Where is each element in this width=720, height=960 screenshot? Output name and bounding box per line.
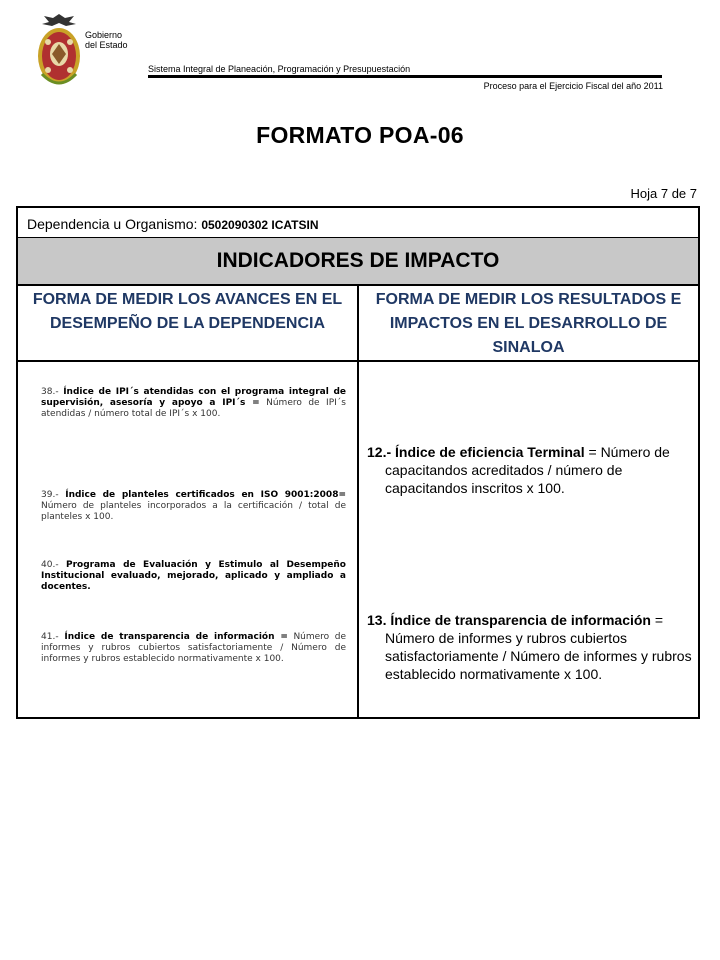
left-item-38: 38.- Índice de IPI´s atendidas con el programa integral de supervisión, asesoría y apoyo a IPI´s = Número de IPI´s atendidas / número total de IPI´s x 100. <box>41 387 346 419</box>
header-divider <box>18 360 698 362</box>
page-number: Hoja 7 de 7 <box>630 186 697 201</box>
left-item-40: 40.- Programa de Evaluación y Estimulo al Desempeño Institucional evaluado, mejorado, aplicado y ampliado a docentes. <box>41 560 346 592</box>
section-title: INDICADORES DE IMPACTO <box>18 238 698 286</box>
dependency-code: 0502090302 ICATSIN <box>201 218 319 232</box>
left-item-41: 41.- Índice de transparencia de información = Número de informes y rubros cubiertos satisfactoriamente / Número de informes y rubros establecido normativamente x 100. <box>41 632 346 664</box>
government-label <box>85 30 128 50</box>
fiscal-process: Proceso para el Ejercicio Fiscal del año 2011 <box>483 81 663 91</box>
dependency-label: Dependencia u Organismo: <box>27 216 198 232</box>
state-seal-logo <box>36 12 82 92</box>
indicators-table <box>16 206 700 719</box>
page-title: FORMATO POA-06 <box>256 122 464 148</box>
dependency-row <box>18 208 698 238</box>
estado-text: del Estado <box>85 40 128 50</box>
left-column-header: FORMA DE MEDIR LOS AVANCES EN EL DESEMPEÑO DE LA DEPENDENCIA <box>32 291 343 332</box>
left-item-39: 39.- Índice de planteles certificados en ISO 9001:2008= Número de planteles incorporados a la certificación / total de planteles x 100. <box>41 490 346 522</box>
system-name: Sistema Integral de Planeación, Programación y Presupuestación <box>148 64 411 74</box>
gobierno-text: Gobierno <box>85 30 123 40</box>
right-column-header: FORMA DE MEDIR LOS RESULTADOS E IMPACTOS EN EL DESARROLLO DE SINALOA <box>375 291 682 356</box>
right-item-12: 12.- Índice de eficiencia Terminal = Número de capacitandos acreditados / número de capacitandos inscritos x 100. <box>367 444 670 496</box>
right-item-13: 13. Índice de transparencia de información = Número de informes y rubros cubiertos satisfactoriamente / Número de informes y rubros establecido normativamente x 100. <box>367 612 692 682</box>
header-rule <box>148 75 662 78</box>
